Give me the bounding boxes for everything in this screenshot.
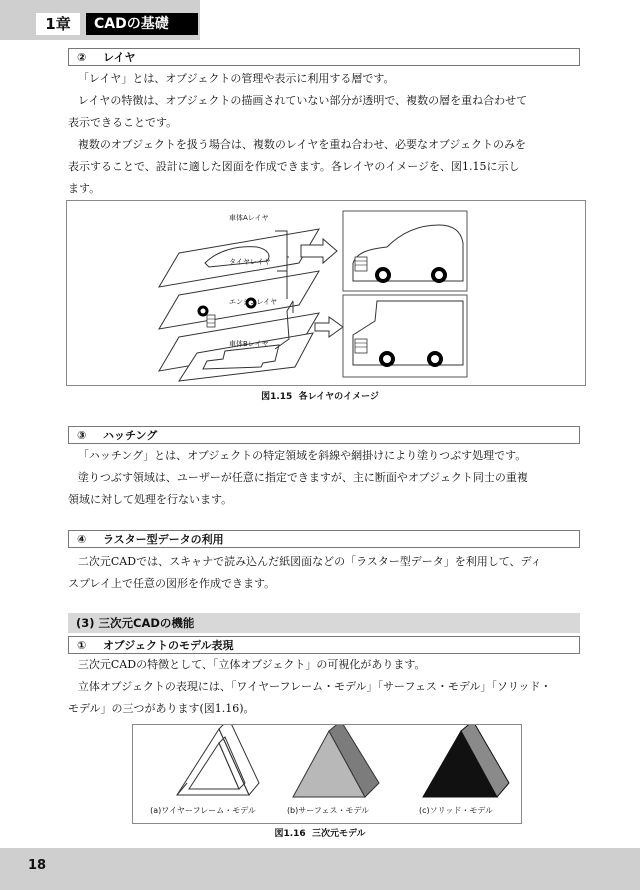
wireframe-model xyxy=(177,725,259,795)
figure-caption xyxy=(0,389,640,402)
surface-model xyxy=(293,725,379,797)
caption-text: 各レイヤのイメージ xyxy=(298,392,379,402)
layer-label: 車体Aレイヤ xyxy=(229,214,269,222)
figure-3d-models xyxy=(132,724,522,824)
chapter-number: 1章 xyxy=(36,13,80,35)
section-heading-raster xyxy=(68,530,580,548)
section-title: ハッチング xyxy=(103,429,158,442)
paragraph-continued: 領域に対して処理を行ないます。 xyxy=(68,493,233,506)
paragraph-continued: 表示することで、設計に適した図面を作成できます。各レイヤのイメージを、図1.15に示し xyxy=(68,160,520,173)
arrow-icon xyxy=(315,317,343,337)
figure-caption xyxy=(0,826,640,839)
layer-label: 車体Bレイヤ xyxy=(229,340,269,348)
paragraph: 「ハッチング」とは、オブジェクトの特定領域を斜線や網掛けにより塗りつぶす処理です。 xyxy=(77,449,527,462)
section-number: ② xyxy=(77,51,87,64)
caption-number: 図1.16 xyxy=(274,829,306,839)
layer-label: タイヤレイヤ xyxy=(229,258,271,266)
paragraph: レイヤの特徴は、オブジェクトの描画されていない部分が透明で、複数の層を重ね合わせて xyxy=(77,94,528,107)
result-car-b xyxy=(343,295,467,377)
section-heading-3d-cad: (3) 三次元CADの機能 xyxy=(68,613,580,633)
model-label-solid: (c)ソリッド・モデル xyxy=(419,806,493,815)
paragraph: 立体オブジェクトの表現には、「ワイヤーフレーム・モデル」「サーフェス・モデル」「ソリッド・ xyxy=(77,680,552,693)
figure-layers xyxy=(66,200,586,386)
section-heading-hatching xyxy=(68,426,580,444)
layer-label: エンジンレイヤ xyxy=(229,298,278,306)
paragraph: 二次元CADでは、スキャナで読み込んだ紙図面などの「ラスター型データ」を利用して、ディ xyxy=(77,555,542,568)
caption-text: 三次元モデル xyxy=(311,829,366,839)
section-heading-model xyxy=(68,636,580,654)
paragraph-continued: 表示できることです。 xyxy=(68,116,178,129)
section-number: ③ xyxy=(77,429,87,442)
section-title: ラスター型データの利用 xyxy=(103,533,224,546)
paragraph-continued: モデル」の三つがあります(図1.16)。 xyxy=(68,702,255,715)
paragraph: 「レイヤ」とは、オブジェクトの管理や表示に利用する層です。 xyxy=(77,72,395,85)
paragraph: 三次元CADの特徴として、「立体オブジェクト」の可視化があります。 xyxy=(77,658,426,671)
paragraph-continued: ます。 xyxy=(68,182,101,195)
paragraph-continued: スプレイ上で任意の図形を作成できます。 xyxy=(68,577,276,590)
section-title: オブジェクトのモデル表現 xyxy=(103,639,234,652)
result-car-a xyxy=(343,211,467,291)
model-label-wireframe: (a)ワイヤーフレーム・モデル xyxy=(150,806,256,815)
section-number: ① xyxy=(77,639,87,652)
section-heading-layer xyxy=(68,48,580,66)
section-title: レイヤ xyxy=(103,51,136,64)
footer-band xyxy=(0,848,640,890)
chapter-title: CADの基礎 xyxy=(86,13,198,35)
caption-number: 図1.15 xyxy=(261,392,293,402)
paragraph: 複数のオブジェクトを扱う場合は、複数のレイヤを重ね合わせ、必要なオブジェクトのみを xyxy=(77,138,527,151)
page-number: 18 xyxy=(28,858,47,873)
model-label-surface: (b)サーフェス・モデル xyxy=(286,806,370,815)
paragraph: 塗りつぶす領域は、ユーザーが任意に指定できますが、主に断面やオブジェクト同士の重複 xyxy=(77,471,528,484)
section-number: ④ xyxy=(77,533,87,546)
solid-model xyxy=(423,725,509,797)
layers-diagram xyxy=(67,201,585,385)
